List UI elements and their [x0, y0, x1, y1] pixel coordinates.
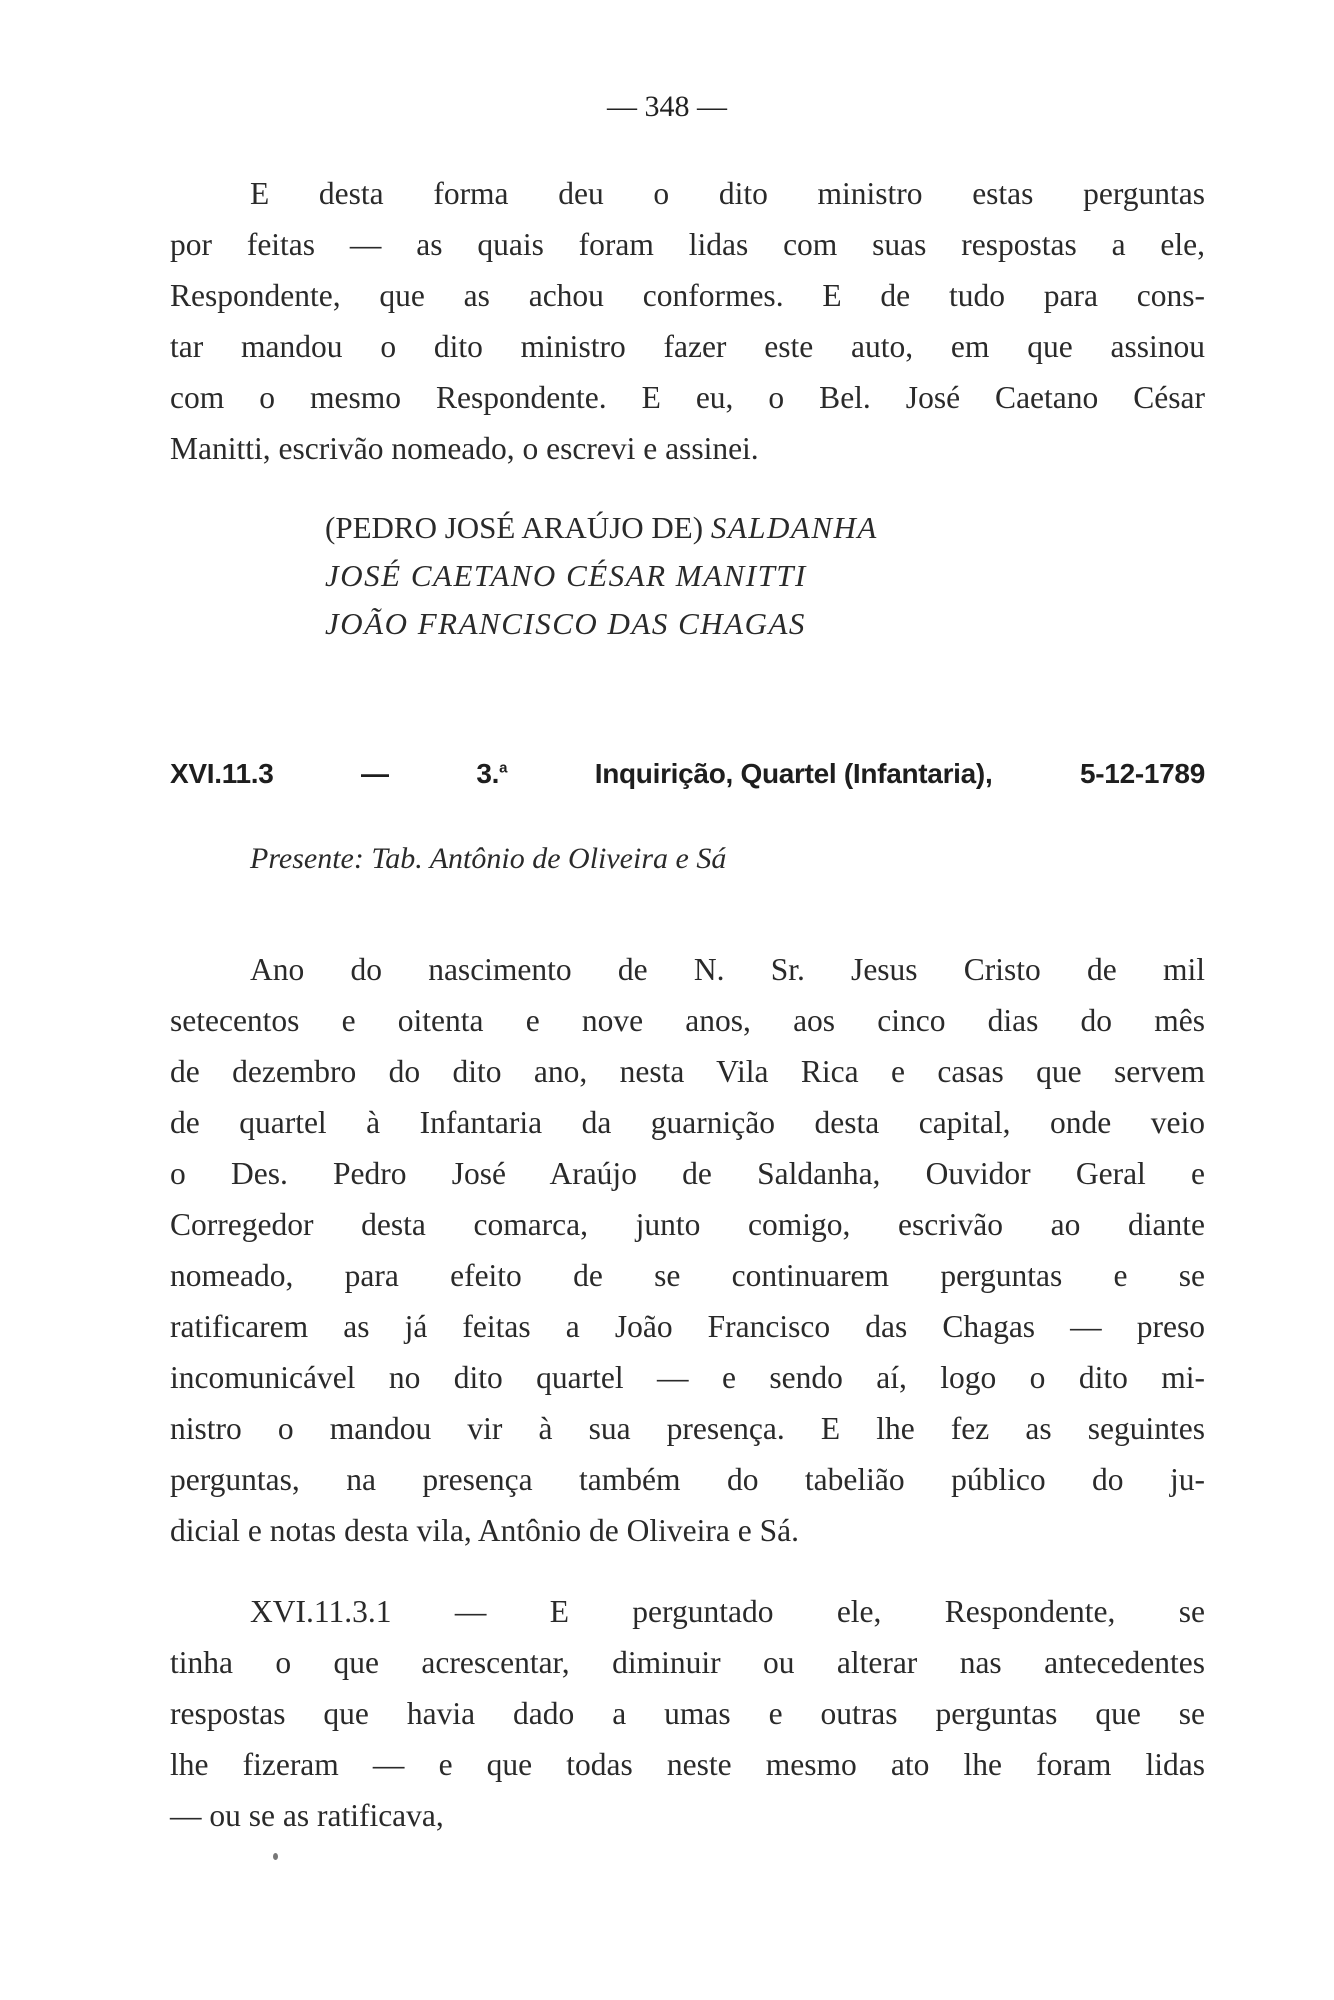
- text-line: nistro o mandou vir à sua presença. E lhe fez as seguintes: [170, 1411, 1205, 1446]
- section-date: 5-12-1789: [1080, 758, 1205, 789]
- ink-speck: [273, 1853, 278, 1860]
- text-line: nomeado, para efeito de se continuarem perguntas e se: [170, 1258, 1205, 1293]
- text-line: — ou se as ratificava,: [170, 1798, 444, 1833]
- text-line: setecentos e oitenta e nove anos, aos cinco dias do mês: [170, 1003, 1205, 1038]
- ordinal-number: 3.: [476, 758, 500, 789]
- text-line: com o mesmo Respondente. E eu, o Bel. José Caetano César: [170, 380, 1205, 415]
- ordinal-superscript: a: [499, 759, 508, 777]
- paragraph-closing: [170, 168, 1205, 474]
- text-line: por feitas — as quais foram lidas com suas respostas a ele,: [170, 227, 1205, 262]
- paragraph-question: [170, 1586, 1205, 1841]
- signature-prefix: (PEDRO JOSÉ ARAÚJO DE): [325, 510, 711, 545]
- text-line: XVI.11.3.1 — E perguntado ele, Respondente, se: [250, 1594, 1205, 1629]
- signature-chagas: JOÃO FRANCISCO DAS CHAGAS: [325, 606, 806, 641]
- page-number: — 348 —: [607, 90, 727, 123]
- section-heading: [170, 758, 1205, 790]
- text-line: Manitti, escrivão nomeado, o escrevi e assinei.: [170, 431, 759, 466]
- section-dash: —: [361, 758, 389, 789]
- signature-manitti: JOSÉ CAETANO CÉSAR MANITTI: [325, 558, 807, 593]
- paragraph-inquiry: [170, 944, 1205, 1556]
- text-line: tar mandou o dito ministro fazer este auto, em que assinou: [170, 329, 1205, 364]
- text-line: de dezembro do dito ano, nesta Vila Rica e casas que servem: [170, 1054, 1205, 1089]
- text-line: tinha o que acrescentar, diminuir ou alterar nas antecedentes: [170, 1645, 1205, 1680]
- text-line: E desta forma deu o dito ministro estas perguntas: [250, 176, 1205, 211]
- present-line: Presente: Tab. Antônio de Oliveira e Sá: [250, 842, 727, 875]
- signature-surname: SALDANHA: [710, 510, 878, 545]
- section-ordinal: [476, 758, 507, 790]
- text-line: perguntas, na presença também do tabelião público do ju-: [170, 1462, 1205, 1497]
- text-line: Respondente, que as achou conformes. E de tudo para cons-: [170, 278, 1205, 313]
- text-line: lhe fizeram — e que todas neste mesmo ato lhe foram lidas: [170, 1747, 1205, 1782]
- text-line: de quartel à Infantaria da guarnição desta capital, onde veio: [170, 1105, 1205, 1140]
- signature-saldanha: [325, 504, 878, 552]
- text-line: dicial e notas desta vila, Antônio de Oliveira e Sá.: [170, 1513, 799, 1548]
- text-line: Corregedor desta comarca, junto comigo, escrivão ao diante: [170, 1207, 1205, 1242]
- signature-block: [325, 504, 878, 648]
- text-line: ratificarem as já feitas a João Francisco das Chagas — preso: [170, 1309, 1205, 1344]
- text-line: o Des. Pedro José Araújo de Saldanha, Ouvidor Geral e: [170, 1156, 1205, 1191]
- section-number: XVI.11.3: [170, 758, 274, 789]
- section-title: Inquirição, Quartel (Infantaria),: [594, 758, 993, 789]
- text-line: respostas que havia dado a umas e outras perguntas que se: [170, 1696, 1205, 1731]
- text-line: Ano do nascimento de N. Sr. Jesus Cristo de mil: [250, 952, 1205, 987]
- text-line: incomunicável no dito quartel — e sendo aí, logo o dito mi-: [170, 1360, 1205, 1395]
